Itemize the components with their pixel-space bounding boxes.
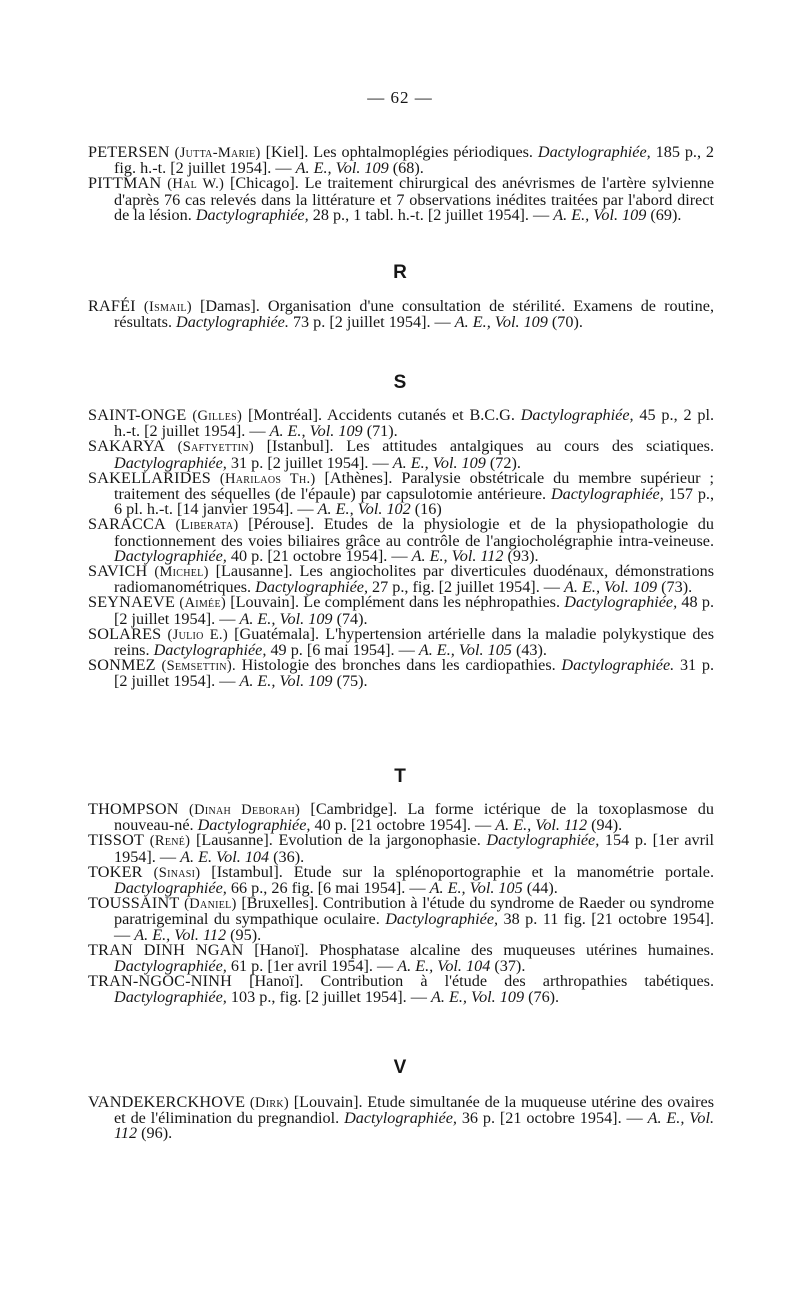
- entry-type: Dactylographiée,: [255, 578, 368, 597]
- entry-type: Dactylographiée,: [195, 205, 309, 224]
- entry-number: (71).: [362, 422, 398, 441]
- bibliography-entry: [88, 408, 714, 439]
- entry-given-name: (Saftyettin): [177, 439, 254, 456]
- entry-type: Dactylographiée.: [561, 656, 675, 675]
- entry-type: Dactylographiée.: [176, 313, 289, 332]
- entry-details: 154 p. [1er avril 1954]. —: [114, 831, 715, 866]
- entry-type: Dactylographiée,: [114, 453, 227, 472]
- entry-details: 61 p. [1er avril 1954]. —: [226, 957, 398, 976]
- entry-given-name: (Semsettin).: [161, 658, 236, 675]
- entry-number: (76).: [524, 988, 560, 1007]
- entry-number: (16): [410, 500, 442, 519]
- entry-type: Dactylographiée,: [114, 546, 227, 565]
- entry-group-s: [88, 408, 714, 690]
- entry-surname: PETERSEN: [88, 143, 170, 161]
- entry-journal: A. E., Vol. 109: [430, 988, 525, 1007]
- entry-surname: THOMPSON: [88, 800, 179, 818]
- entry-details: 45 p., 2 pl. h.-t. [2 juillet 1954]. —: [114, 406, 714, 441]
- entry-number: (43).: [511, 641, 547, 660]
- entry-type: Dactylographiée,: [197, 816, 311, 835]
- entry-description: [Hanoï]. Phosphatase alcaline des muqueuses utérines humaines.: [254, 940, 714, 959]
- entry-given-name: (Dirk): [249, 1095, 290, 1111]
- entry-surname: TOUSSAINT: [88, 894, 180, 913]
- entry-number: (75).: [332, 672, 368, 691]
- entry-given-name: (Ismail): [143, 299, 192, 315]
- entry-description: [Cambridge]. La forme ictérique de la toxoplasmose du nouveau-né.: [114, 800, 714, 835]
- entry-description: [Damas]. Organisation d'une consultation de stérilité. Examens de routine, résultats.: [114, 297, 715, 332]
- entry-given-name: (Michel): [154, 564, 209, 581]
- entry-number: (74).: [332, 609, 368, 628]
- entry-details: 49 p. [6 mai 1954]. —: [266, 641, 419, 660]
- entry-given-name: (Aimée): [179, 595, 226, 612]
- entry-details: 66 p., 26 fig. [6 mai 1954]. —: [226, 879, 430, 898]
- bibliography-entry: [88, 564, 714, 595]
- bibliography-entry: [88, 145, 714, 176]
- entry-surname: TISSOT: [88, 831, 145, 850]
- entry-surname: TRAN-NGOC-NINH: [88, 972, 232, 991]
- entry-journal: A. E., Vol. 109: [454, 313, 548, 332]
- entry-type: Dactylographiée,: [550, 485, 664, 504]
- entry-given-name: (René): [149, 833, 191, 850]
- entry-journal: A. E., Vol. 105: [429, 879, 523, 898]
- entry-surname: PITTMAN: [88, 174, 162, 193]
- entry-number: (73).: [657, 578, 693, 597]
- entry-details: 36 p. [21 octobre 1954]. —: [456, 1109, 648, 1128]
- entry-surname: RAFÉI: [88, 297, 136, 315]
- entry-number: (36).: [269, 847, 305, 866]
- entry-journal: A. E., Vol. 105: [418, 641, 512, 660]
- entry-type: Dactylographiée,: [114, 957, 227, 976]
- entry-journal: A. E., Vol. 109: [269, 422, 363, 441]
- entry-given-name: (Hal W.): [167, 176, 225, 193]
- entry-type: Dactylographiée,: [153, 641, 267, 660]
- bibliography-entry: [88, 974, 714, 1005]
- entry-given-name: (Julio E.): [167, 626, 228, 643]
- bibliography-entry: [88, 176, 714, 223]
- entry-journal: A. E., Vol. 109: [239, 609, 333, 628]
- entry-journal: A. E., Vol. 104: [397, 957, 491, 976]
- entry-surname: SARACCA: [88, 515, 166, 534]
- entry-journal: A. E., Vol. 112: [411, 546, 504, 565]
- entry-type: Dactylographiée,: [385, 910, 499, 929]
- bibliography-entry: [88, 833, 714, 864]
- entry-type: Dactylographiée,: [344, 1109, 457, 1128]
- entry-surname: SOLARES: [88, 624, 162, 643]
- entry-journal: A. E., Vol. 109: [239, 672, 333, 691]
- entry-journal: A. E., Vol. 109: [392, 453, 486, 472]
- entry-description: [Bruxelles]. Contribution à l'étude du syndrome de Raeder ou syndrome paratrigeminal du sympathique oculaire.: [114, 894, 715, 929]
- entry-description: [Kiel]. Les ophtalmoplégies périodiques.: [260, 143, 538, 161]
- entry-details: 27 p., fig. [2 juillet 1954]. —: [368, 578, 565, 597]
- entry-description: [Louvain]. Le complément dans les néphropathies.: [225, 593, 565, 612]
- letter-heading-t: T: [394, 766, 406, 787]
- entry-given-name: (Harilaos Th.): [219, 470, 316, 487]
- entry-number: (93).: [503, 546, 539, 565]
- letter-heading-r: R: [393, 262, 407, 283]
- entry-description: [Louvain]. Etude simultanée de la muqueuse utérine des ovaires et de l'élimination du pregnandiol.: [114, 1093, 714, 1128]
- entry-group-p: [88, 145, 714, 223]
- bibliography-entry: [88, 439, 714, 470]
- entry-given-name: (Daniel): [184, 896, 237, 913]
- bibliography-entry: [88, 802, 714, 833]
- letter-heading-v: V: [393, 1057, 407, 1078]
- entry-details: 28 p., 1 tabl. h.-t. [2 juillet 1954]. —: [308, 205, 554, 224]
- entry-number: (69).: [646, 205, 682, 224]
- entry-number: (70).: [547, 313, 583, 332]
- bibliography-entry: [88, 1095, 714, 1142]
- bibliography-entry: [88, 940, 714, 976]
- bibliography-entry: [88, 517, 714, 564]
- entry-type: Dactylographiée,: [520, 406, 634, 424]
- entry-group-r: [88, 299, 714, 330]
- bibliography-entry: [88, 658, 714, 689]
- page-number: — 62 —: [367, 88, 433, 107]
- bibliography-entry: [88, 896, 714, 943]
- entry-number: (94).: [587, 816, 623, 835]
- entry-description: Histologie des bronches dans les cardiopathies.: [235, 656, 562, 675]
- entry-journal: A. E., Vol. 112: [114, 1109, 714, 1143]
- entry-given-name: (Liberata): [175, 517, 239, 534]
- entry-number: (37).: [490, 957, 526, 976]
- entry-description: [Istanbul]. Les attitudes antalgiques au cours des sciatiques.: [253, 437, 715, 456]
- entry-description: [Lausanne]. Evolution de la jargonophasie.: [190, 831, 487, 850]
- entry-type: Dactylographiée,: [537, 143, 651, 161]
- entry-description: [Chicago]. Le traitement chirurgical des anévrismes de l'artère sylvienne d'après 76 cas relevés dans la littérature et 7 observations inédites traitées par l'abord direct de la lésion.: [114, 174, 714, 224]
- entry-type: Dactylographiée,: [114, 988, 227, 1007]
- entry-description: [Hanoï]. Contribution à l'étude des arthropathies tabétiques.: [249, 972, 714, 991]
- entry-type: Dactylographiée,: [114, 879, 227, 898]
- entry-given-name: (Dinah Deborah): [188, 802, 301, 818]
- entry-surname: SONMEZ: [88, 656, 156, 675]
- entry-number: (44).: [522, 879, 558, 898]
- entry-journal: A. E., Vol. 102: [317, 500, 411, 519]
- bibliography-entry: [88, 624, 714, 660]
- entry-description: [Montréal]. Accidents cutanés et B.C.G.: [242, 406, 521, 424]
- entry-details: 185 p., 2 fig. h.-t. [2 juillet 1954]. —: [114, 143, 715, 178]
- bibliography-entry: [88, 468, 715, 519]
- entry-number: (68).: [388, 159, 424, 178]
- entry-details: 31 p. [2 juillet 1954]. —: [114, 656, 715, 691]
- entry-surname: SAKARYA: [88, 437, 165, 456]
- entry-group-t: [88, 802, 714, 1006]
- entry-number: (96).: [137, 1124, 173, 1143]
- entry-surname: VANDEKERCKHOVE: [88, 1093, 246, 1111]
- entry-description: [Pérouse]. Etudes de la physiologie et de la physiopathologie du fonctionnement des voies biliaires grâce au contrôle de l'angiocholégraphie intra-veineuse.: [114, 515, 714, 550]
- bibliography-entry: [88, 299, 714, 330]
- entry-description: [Guatémala]. L'hypertension artérielle dans la maladie polykystique des reins.: [114, 624, 714, 660]
- entry-journal: A. E., Vol. 112: [495, 816, 588, 835]
- entry-type: Dactylographiée,: [486, 831, 600, 850]
- entry-surname: TOKER: [88, 862, 143, 881]
- entry-description: [Lausanne]. Les angiocholites par diverticules duodénaux, démonstrations radiomanométriques.: [114, 562, 714, 597]
- entry-surname: SAINT-ONGE: [88, 406, 187, 424]
- entry-surname: SEYNAEVE: [88, 593, 176, 612]
- entry-details: 73 p. [2 juillet 1954]. —: [288, 313, 455, 332]
- entry-given-name: (Sinasi): [153, 864, 201, 881]
- entry-details: 157 p., 6 pl. h.-t. [14 janvier 1954]. —: [114, 485, 715, 519]
- entry-details: 31 p. [2 juillet 1954]. —: [226, 453, 393, 472]
- entry-group-v: [88, 1095, 714, 1142]
- entry-surname: SAVICH: [88, 562, 148, 581]
- entry-journal: A. E., Vol. 109: [295, 159, 389, 178]
- entry-type: Dactylographiée,: [564, 593, 678, 612]
- entry-journal: A. E., Vol. 109: [553, 205, 647, 224]
- entry-details: 40 p. [21 octobre 1954]. —: [226, 546, 412, 565]
- entry-details: 48 p. [2 juillet 1954]. —: [114, 593, 715, 628]
- letter-heading-s: S: [393, 372, 407, 393]
- entry-given-name: (Gilles): [192, 408, 243, 424]
- entry-details: 40 p. [21 octobre 1954]. —: [310, 816, 496, 835]
- entry-surname: TRAN DINH NGAN: [88, 940, 244, 959]
- entry-journal: A. E., Vol. 112: [134, 925, 227, 944]
- entry-given-name: (Jutta-Marie): [174, 145, 261, 161]
- entry-details: 103 p., fig. [2 juillet 1954]. —: [226, 988, 431, 1007]
- entry-details: 38 p. 11 fig. [21 octobre 1954]. —: [114, 910, 714, 944]
- entry-number: (95).: [226, 925, 262, 944]
- entry-description: [Athènes]. Paralysie obstétricale du membre supérieur ; traitement des séquelles (de l'épaule) par capsulotomie antérieure.: [114, 468, 715, 504]
- entry-journal: A. E. Vol. 104: [180, 847, 270, 866]
- bibliography-entry: [88, 595, 714, 626]
- bibliography-entry: [88, 862, 714, 898]
- entry-surname: SAKELLARIDES: [88, 468, 211, 487]
- entry-description: [Istambul]. Etude sur la splénoportographie et la manométrie portale.: [200, 862, 714, 881]
- entry-journal: A. E., Vol. 109: [564, 578, 658, 597]
- entry-number: (72).: [485, 453, 521, 472]
